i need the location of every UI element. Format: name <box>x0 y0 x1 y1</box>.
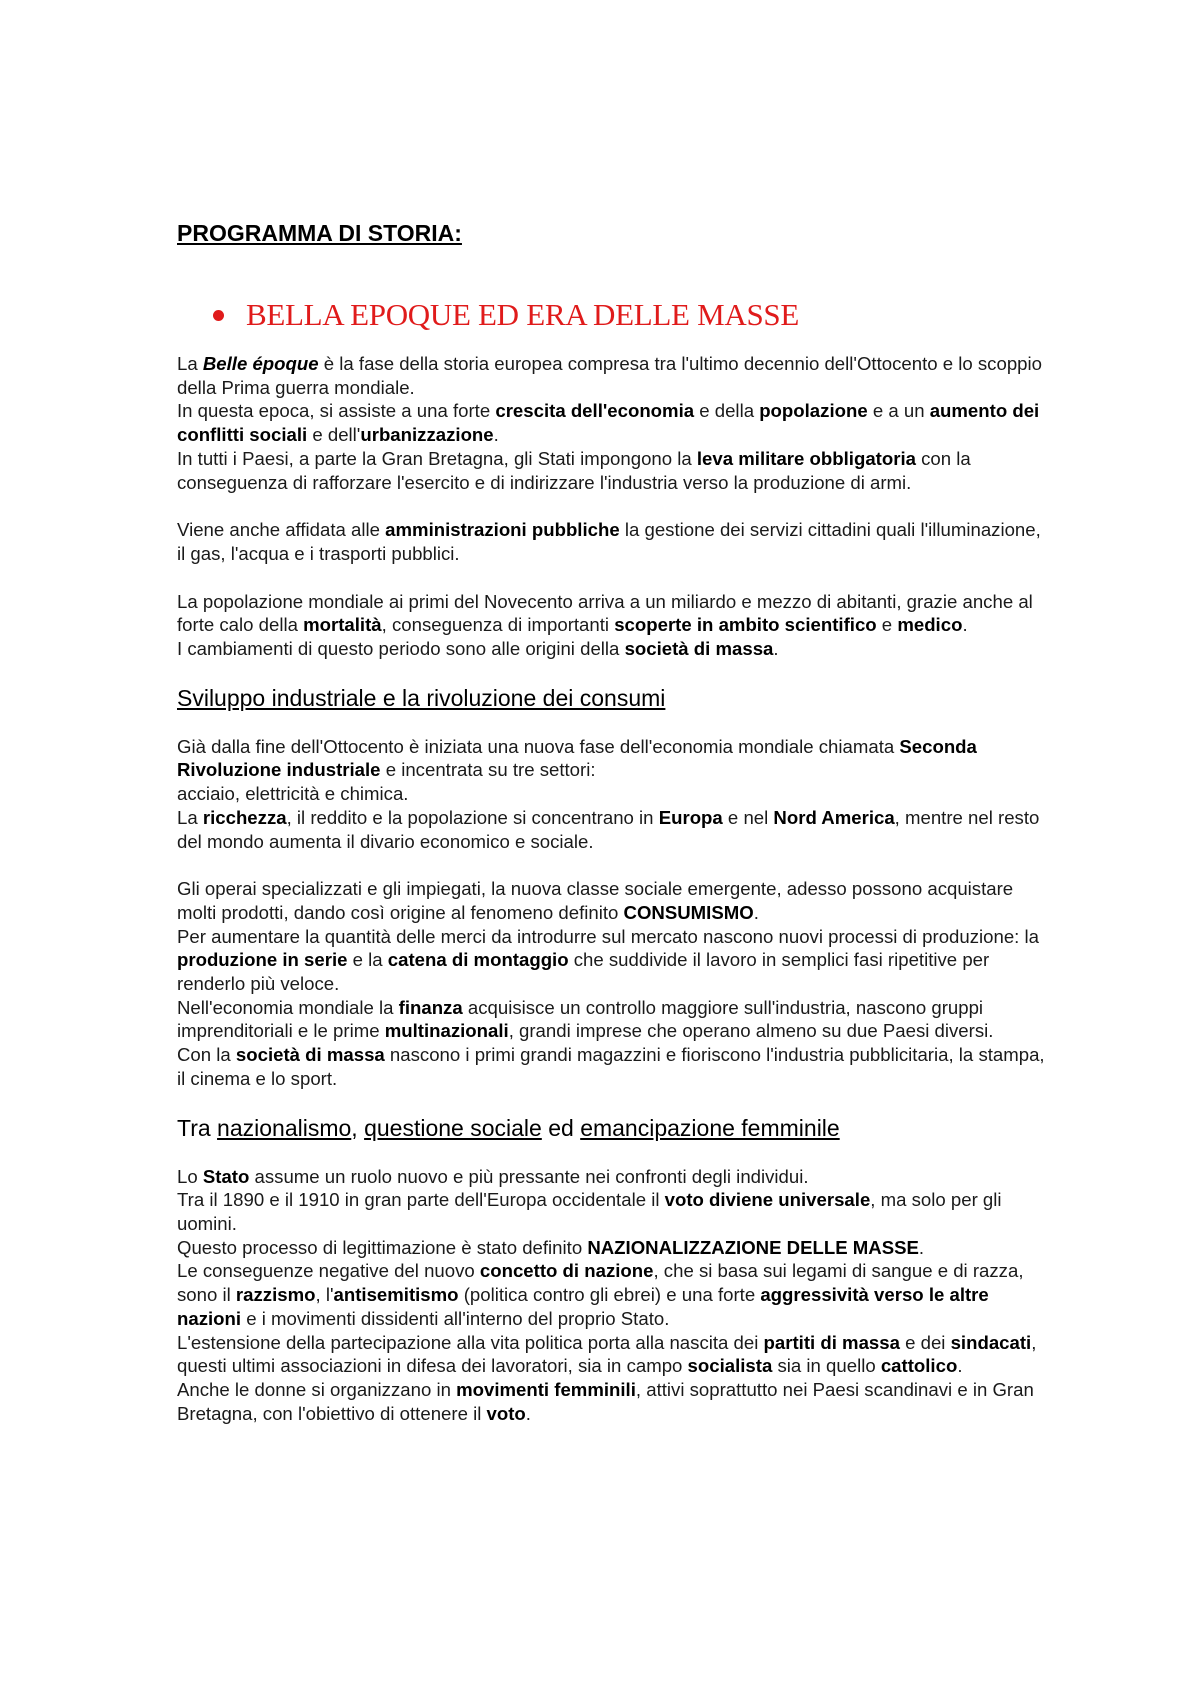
paragraph: Con la società di massa nascono i primi grandi magazzini e fioriscono l'industria pubblicitaria, la stampa, il cinema e lo sport. <box>177 1044 1045 1089</box>
section-industrial <box>177 735 1047 1091</box>
document-title: PROGRAMMA DI STORIA: <box>177 220 462 246</box>
paragraph: Tra il 1890 e il 1910 in gran parte dell'Europa occidentale il voto diviene universale, ma solo per gli uomini. <box>177 1189 1002 1234</box>
paragraph: Per aumentare la quantità delle merci da introdurre sul mercato nascono nuovi processi di produzione: la produzione in serie e la catena di montaggio che suddivide il lavoro in semplici fasi ripetitive per renderlo più veloce. <box>177 925 1039 995</box>
paragraph: I cambiamenti di questo periodo sono alle origini della società di massa. <box>177 638 779 660</box>
chapter-heading <box>213 298 1047 332</box>
paragraph: Già dalla fine dell'Ottocento è iniziata una nuova fase dell'economia mondiale chiamata Seconda Rivoluzione industriale e incentrata su tre settori: <box>177 735 977 781</box>
paragraph: Nell'economia mondiale la finanza acquisisce un controllo maggiore sull'industria, nascono gruppi imprenditoriali e le prime multinazionali, grandi imprese che operano almeno su due Paesi diversi. <box>177 996 994 1042</box>
chapter-title: BELLA EPOQUE ED ERA DELLE MASSE <box>246 297 799 332</box>
paragraph: In questa epoca, si assiste a una forte crescita dell'economia e della popolazione e a un aumento dei conflitti sociali e dell'urbanizzazione. <box>177 400 1040 446</box>
paragraph: Questo processo di legittimazione è stato definito NAZIONALIZZAZIONE DELLE MASSE. <box>177 1236 925 1258</box>
section-heading: Sviluppo industriale e la rivoluzione dei consumi <box>177 684 666 711</box>
paragraph: Lo Stato assume un ruolo nuovo e più pressante nei confronti degli individui. <box>177 1165 809 1187</box>
section-nationalism <box>177 1165 1047 1426</box>
paragraph: In tutti i Paesi, a parte la Gran Bretagna, gli Stati impongono la leva militare obbligatoria con la conseguenza di rafforzare l'esercito e di indirizzare l'industria verso la produzione di armi. <box>177 447 971 493</box>
section-heading: Tra nazionalismo, questione sociale ed emancipazione femminile <box>177 1114 840 1141</box>
paragraph: Le conseguenze negative del nuovo concetto di nazione, che si basa sui legami di sangue e di razza, sono il razzismo, l'antisemitismo (politica contro gli ebrei) e una forte aggressività verso le altre nazioni e i movimenti dissidenti all'interno del proprio Stato. <box>177 1260 1024 1329</box>
paragraph: Viene anche affidata alle amministrazioni pubbliche la gestione dei servizi cittadini quali l'illuminazione, il gas, l'acqua e i trasporti pubblici. <box>177 519 1041 564</box>
bullet-icon <box>213 310 224 321</box>
paragraph: Gli operai specializzati e gli impiegati, la nuova classe sociale emergente, adesso possono acquistare molti prodotti, dando così origine al fenomeno definito CONSUMISMO. <box>177 878 1014 923</box>
paragraph: La popolazione mondiale ai primi del Novecento arriva a un miliardo e mezzo di abitanti, grazie anche al forte calo della mortalità, conseguenza di importanti scoperte in ambito scientifico e medico. <box>177 590 1033 636</box>
document-content <box>177 218 1047 1425</box>
paragraph: La Belle époque è la fase della storia europea compresa tra l'ultimo decennio dell'Ottocento e lo scoppio della Prima guerra mondiale. <box>177 353 1042 398</box>
paragraph: acciaio, elettricità e chimica. <box>177 783 409 805</box>
paragraph: L'estensione della partecipazione alla vita politica porta alla nascita dei partiti di massa e dei sindacati, questi ultimi associazioni in difesa dei lavoratori, sia in campo socialista sia in quello cattolico. <box>177 1331 1037 1377</box>
paragraph: Anche le donne si organizzano in movimenti femminili, attivi soprattutto nei Paesi scandinavi e in Gran Bretagna, con l'obiettivo di ottenere il voto. <box>177 1378 1034 1424</box>
paragraph: La ricchezza, il reddito e la popolazione si concentrano in Europa e nel Nord America, mentre nel resto del mondo aumenta il divario economico e sociale. <box>177 806 1040 852</box>
section-intro <box>177 352 1047 661</box>
